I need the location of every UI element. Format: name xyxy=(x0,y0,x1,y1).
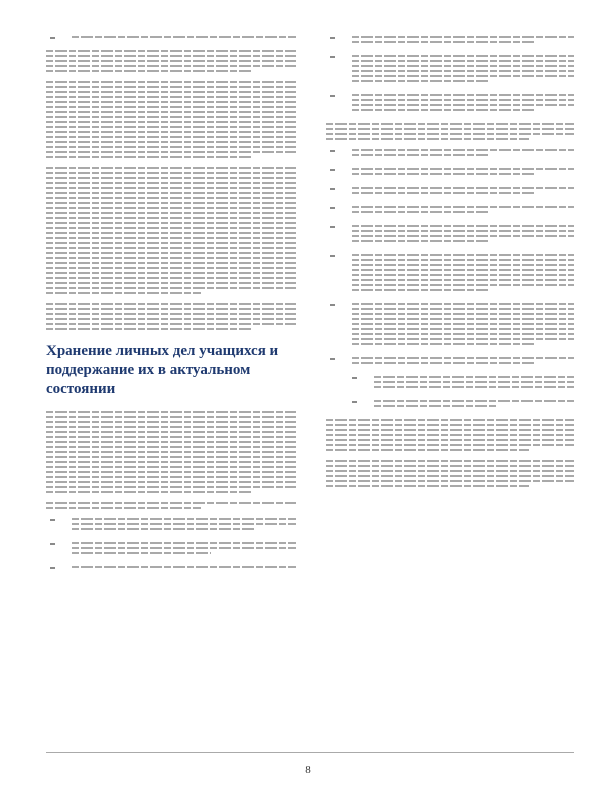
right-column xyxy=(326,36,574,496)
list-item xyxy=(326,225,574,245)
paragraph xyxy=(326,460,574,487)
list-item xyxy=(46,542,296,557)
list-marker xyxy=(326,94,352,114)
paragraph xyxy=(326,419,574,451)
list-marker xyxy=(326,225,352,245)
footer-rule xyxy=(46,752,574,753)
paragraph xyxy=(46,303,296,330)
list-item xyxy=(46,36,296,41)
list-marker xyxy=(46,566,72,571)
list-item xyxy=(348,376,574,391)
list-marker xyxy=(326,254,352,294)
list-marker xyxy=(326,357,352,367)
list-marker xyxy=(46,542,72,557)
list-item xyxy=(326,168,574,178)
list-marker xyxy=(326,36,352,46)
list-item xyxy=(326,187,574,197)
page-number: 8 xyxy=(305,764,311,776)
list-item xyxy=(46,518,296,533)
paragraph xyxy=(46,167,296,294)
list-marker xyxy=(46,36,72,41)
list-marker xyxy=(326,206,352,216)
list-item xyxy=(326,303,574,348)
list-marker xyxy=(46,518,72,533)
paragraph xyxy=(46,502,296,509)
list-item xyxy=(326,357,574,367)
list-item xyxy=(46,566,296,571)
list-item xyxy=(326,36,574,46)
list-item xyxy=(326,254,574,294)
list-item xyxy=(326,55,574,85)
paragraph xyxy=(46,50,296,72)
list-item xyxy=(326,206,574,216)
list-item xyxy=(348,400,574,410)
paragraph xyxy=(326,123,574,140)
list-marker xyxy=(348,376,374,391)
paragraph xyxy=(46,411,296,493)
paragraph xyxy=(46,81,296,158)
list-marker xyxy=(326,55,352,85)
list-marker xyxy=(348,400,374,410)
list-marker xyxy=(326,187,352,197)
list-item xyxy=(326,149,574,159)
left-column xyxy=(46,36,296,580)
list-marker xyxy=(326,149,352,159)
list-item xyxy=(326,94,574,114)
list-marker xyxy=(326,303,352,348)
list-marker xyxy=(326,168,352,178)
section-heading: Хранение личных дел учащихся и поддержание их в актуальном состоянии xyxy=(46,343,279,397)
